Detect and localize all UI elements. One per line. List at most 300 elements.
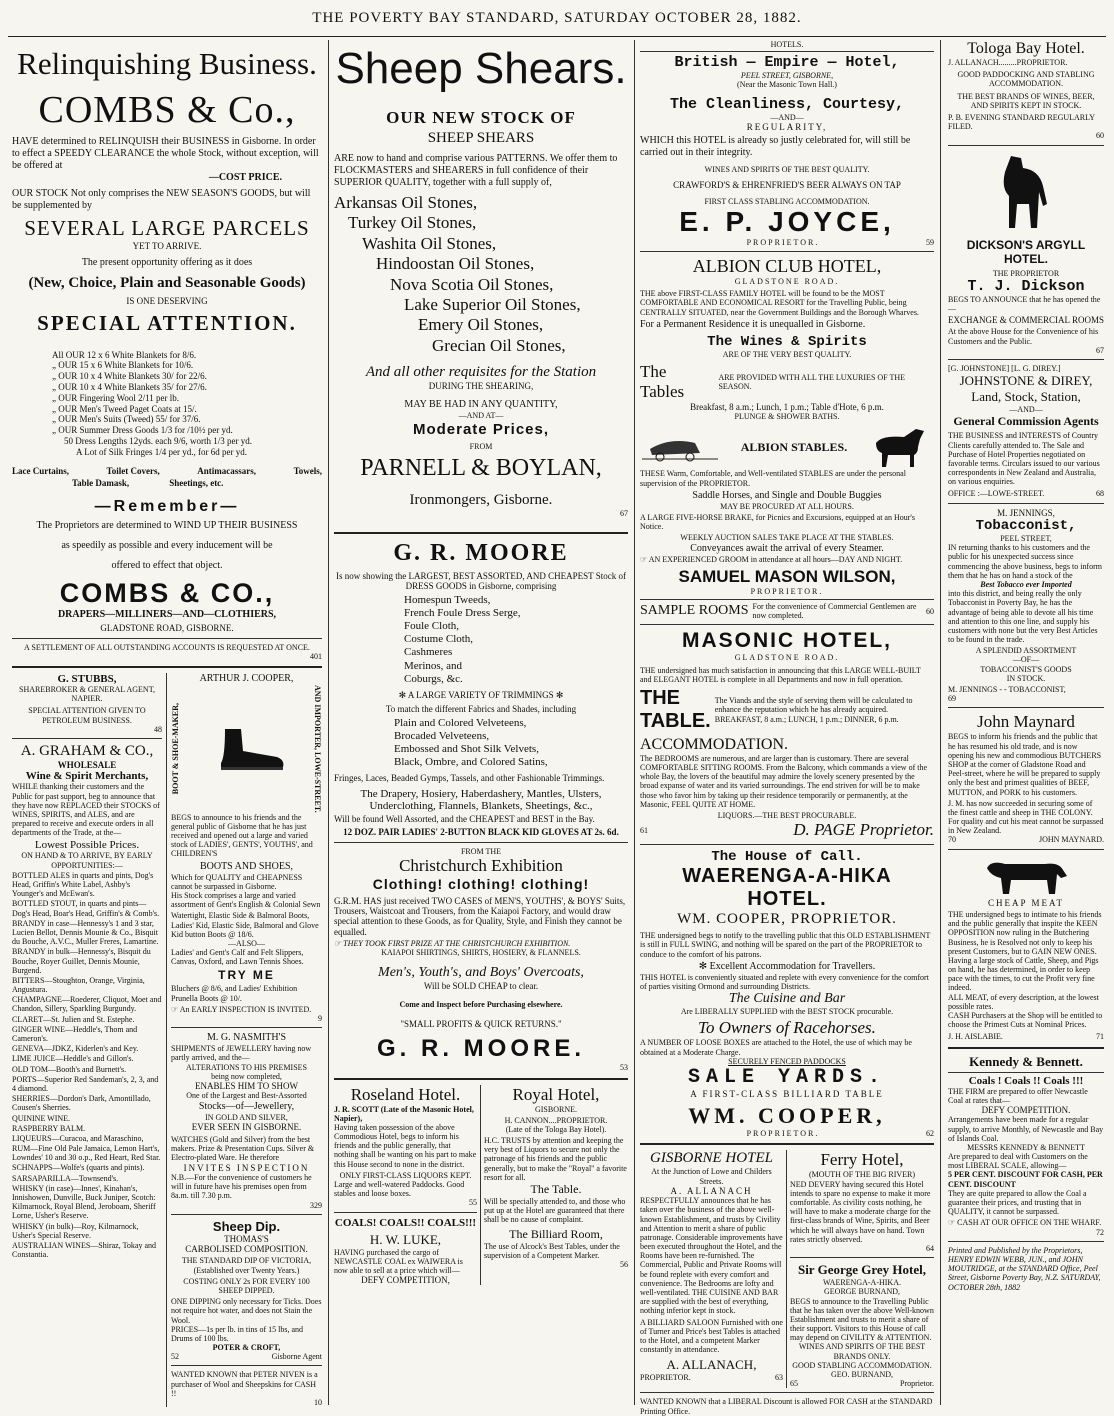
tobacconist: Tobacconist, — [975, 518, 1077, 534]
lowest-prices: Lowest Possible Prices. — [34, 839, 140, 852]
ad-number: 71 — [1096, 1032, 1104, 1042]
pointing-hand-icon: ☞ — [640, 554, 649, 564]
pointing-hand-icon: ☞ — [334, 939, 344, 949]
billiard-text: The use of Alcock's Best Tables, under the supervision of a Competent Marker. — [484, 1241, 620, 1260]
ad-number: 9 — [318, 1014, 322, 1024]
exhibition: Christchurch Exhibition — [399, 855, 563, 875]
list-item: RUM—Fine Old Pale Jamaica, Lemon Hart's, Lowndes' 10 and 30 o.p., Red Heart, Red Star. — [12, 1144, 161, 1163]
ad-number: 64 — [926, 1243, 934, 1253]
inspection — [171, 1005, 322, 1014]
allanach2: A. ALLANACH, — [666, 1357, 757, 1373]
list-item: BOTTLED ALES in quarts and pints, Dog's Head, Griffin's White Label, Ashby's Younger's and McEwan's. — [12, 870, 154, 899]
boot-row — [171, 685, 322, 813]
proprietor: Proprietor. — [900, 1379, 934, 1389]
intro-text: HAVE determined to RELINQUISH their BUSINESS in Gisborne. In order to effect a SPEEDY CLEARANCE the whole Stock, without exception, will be offered at — [12, 136, 319, 171]
goods-line — [72, 478, 322, 488]
velvet-list — [334, 717, 628, 770]
poter: POTER & CROFT, — [212, 1343, 281, 1353]
liberally: Are LIBERALLY SUPPLIED with the BEST STOCK procurable. — [680, 1007, 894, 1017]
list-item: Plain and Colored Velveteens, — [394, 716, 527, 729]
ad-number: 401 — [310, 651, 322, 661]
wilson: SAMUEL MASON WILSON, — [678, 566, 896, 586]
imprint: Printed and Published by the Proprietors, HENRY EDWIN WEBB, JUN., and JOHN MOUTRIDGE, at the STANDARD Office, Peel Street, Gisborne Poverty Bay, N.Z. SATURDAY, OCTOBER 28th, 1882 — [948, 1245, 1101, 1292]
junction: At the Junction of Lowe and Childers Streets. — [651, 1167, 772, 1186]
the-table: The Table. — [530, 1182, 582, 1196]
list-item: Lake Superior Oil Stones, — [404, 294, 581, 314]
office-row — [948, 489, 1104, 498]
cuisine: The Cuisine and Bar — [728, 991, 846, 1007]
best-tobacco: Best Tobacco ever Imported — [980, 579, 1072, 589]
list-item: Brocaded Velveteens, — [394, 729, 490, 742]
may-be-procured: MAY BE PROCURED AT ALL HOURS. — [720, 501, 854, 511]
grm-text: G.R.M. HAS just received TWO CASES of MEN'S, YOUTHS', & BOYS' Suits, Trousers, Waistcoat and Trousers, from the Kaiapoi Factory, and would draw special attention to these Goods, as for Quality, Style, and Finish they cannot be equalled. — [334, 895, 626, 937]
proprietor: PROPRIETOR. — [640, 1373, 691, 1383]
bull-icon — [991, 152, 1061, 232]
regularity: REGULARITY, — [746, 121, 828, 132]
sheep-dip: Sheep Dip. — [212, 1218, 281, 1234]
ironmongers: Ironmongers, Gisborne. — [409, 491, 553, 508]
conveniently: THIS HOTEL is conveniently situated and replete with every convenience for the comfort of parties visiting Ormond and surrounding Districts. — [640, 972, 929, 991]
sale-yards: SALE YARDS. — [687, 1065, 887, 1089]
roseland-ad — [334, 1085, 481, 1286]
gold-silver: IN GOLD AND SILVER, — [205, 1112, 288, 1122]
horse-icon — [868, 425, 934, 469]
cash: CASH Purchasers at the Shop will be entitled to choose the Primest Cuts at Nominal Prices. — [948, 1011, 1103, 1030]
grey-text: BEGS to announce to the Travelling Public that he has taken over the above Well-known Establishment and trusts to merit a share of their support. Visitors to this House of call may depend on CIVILITY & ATTENTION. — [790, 1296, 934, 1343]
best-brands: THE BEST BRANDS OF WINES, BEER, AND SPIRITS KEPT IN STOCK. — [957, 91, 1095, 110]
dip-prices: PRICES—1s per lb. in tins of 15 lbs, and Drums of 100 lbs. — [171, 1324, 304, 1343]
cleanliness: The Cleanliness, Courtesy, — [669, 95, 905, 113]
luke-text: HAVING purchased the cargo of NEWCASTLE COAL ex WAIWERA is now able to sell at a price which will— — [334, 1247, 463, 1275]
good-paddocking: GOOD PADDOCKING AND STABLING ACCOMMODATION. — [957, 70, 1095, 89]
joyce: E. P. JOYCE, — [679, 205, 895, 237]
ad-number: 65 — [790, 1379, 798, 1389]
jm: J. M. has now succeeded in securing some of the finest cattle and sheep in THE COLONY. For quality and cut his meat cannot be surpassed in New Zealand. — [948, 798, 1104, 836]
and-at: —AND AT— — [458, 411, 504, 421]
weekly: WEEKLY AUCTION SALES TAKE PLACE AT THE STABLES. — [680, 533, 894, 543]
royal-ad — [481, 1085, 628, 1286]
tables-text: ARE PROVIDED WITH ALL THE LUXURIES OF THE SEASON. — [718, 372, 906, 391]
goods-item: Toilet Covers, — [106, 465, 160, 476]
goods-item: Antimacassars, — [197, 465, 257, 476]
crawfords: CRAWFORD'S & EHRENFRIED'S BEER ALWAYS ON TAP — [673, 180, 901, 191]
cooper-text: BEGS to announce to his friends and the general public of Gisborne that he has just received and opened out a large and varied stock of LADIES', GENTS', YOUTHS', and CHILDREN'S — [171, 812, 313, 859]
gladstone-line: GLADSTONE ROAD, GISBORNE. — [100, 623, 234, 634]
table-text: The Viands and the style of serving them will be calculated to enhance the reputation which he has already acquired. BREAKFAST, 8 a.m.; LUNCH, 1 p.m.; DINNER, 6 p.m. — [714, 696, 913, 724]
graham-name: A. GRAHAM & CO., — [20, 743, 154, 759]
list-item: „ OUR 10 x 4 White Blankets 30/ for 22/6. — [52, 371, 207, 382]
page: D. PAGE Proprietor. — [793, 820, 934, 840]
poter-row — [171, 1352, 322, 1361]
ad-number: 67 — [620, 508, 628, 518]
list-item: Homespun Tweeds, — [404, 593, 491, 606]
accom-text: The BEDROOMS are numerous, and are larger than is customary. There are several COMFORTABLE SITTING ROOMS. From the Balcony, which commands a view of the whole Bay, the lovers of the beautiful may admire the lovely scenery presented by the broad expanse of water and its varied surroundings. The end striven for will be to make those who favor him by taking up their residence temporarily or permanently, at the Masonic, FEEL QUITE AT HOME. — [640, 753, 927, 809]
brake: A LARGE FIVE-HORSE BRAKE, for Picnics and Excursions, equipped at an Hour's Notice. — [640, 513, 915, 532]
cooper-side-right: AND IMPORTER, LOWE-STREET. — [313, 685, 322, 813]
johnstone: JOHNSTONE & DIREY, — [959, 373, 1093, 389]
list-item: LIQUEURS—Curacoa, and Maraschino, — [12, 1133, 144, 1143]
pointing-hand-icon: ☞ — [948, 1218, 958, 1228]
grey-wines: WINES AND SPIRITS OF THE BEST BRANDS ONLY. — [798, 1342, 926, 1361]
ad-number: 329 — [310, 1200, 322, 1210]
offered-text: offered to effect that object. — [111, 560, 223, 572]
pointing-hand-icon: ☞ — [171, 1004, 180, 1014]
stables-text: THESE Warm, Comfortable, and Well-ventilated STABLES are under the personal supervision of the PROPRIETOR. — [640, 469, 906, 488]
royal-place: GISBORNE. — [534, 1104, 577, 1114]
list-item: SARSAPARILLA—Townsend's. — [12, 1173, 119, 1183]
all-meat: ALL MEAT, of every description, at the lowest possible rates. — [948, 992, 1099, 1011]
cash-office-text: CASH AT OUR OFFICE ON THE WHARF. — [957, 1218, 1102, 1228]
first-prize-text: THEY TOOK FIRST PRIZE AT THE CHRISTCHURCH EXHIBITION. — [343, 939, 571, 949]
list-item: OLD TOM—Booth's and Burnett's. — [12, 1064, 127, 1074]
list-item: BRANDY in case—Hennessy's 1 and 3 star, Lucien Bellot, Dennis Mounie & Co., Bisquit du Bouche, A.V.C., Muller Freres, Lamartine. — [12, 918, 159, 947]
ad-number: 61 — [640, 825, 648, 835]
ad-number: 68 — [1096, 489, 1104, 499]
small-profits: "SMALL PROFITS & QUICK RETURNS." — [400, 1018, 562, 1029]
yet-to-arrive: YET TO ARRIVE. — [132, 241, 202, 251]
carriage-icon — [640, 429, 720, 465]
gisborne-text: RESPECTFULLY announces that he has taken over the business of the above well-known Establishment, and trusts by Civility and Attention to merit a share of public patronage. Considerable improvements have been executed throughout the Hotel, and the Rooms have been re-furnished. The Commercial, Public and Private Rooms will be found replete with every comfort and convenience. The Bedrooms are lofty and well-ventilated. THE CUISINE AND BAR are supplied with the best of everything, nothing inferior kept in stock. — [640, 1196, 783, 1316]
burnand: GEORGE BURNAND, — [824, 1287, 900, 1297]
one-deserving: IS ONE DESERVING — [126, 296, 208, 307]
list-item: French Foule Dress Serge, — [404, 606, 521, 619]
also: —ALSO— — [228, 938, 265, 948]
kaiapoi: KAIAPOI SHIRTINGS, SHIRTS, HOSIERY, & FLANNELS. — [381, 948, 581, 958]
dickson: T. J. Dickson — [967, 277, 1085, 295]
moore-footer: G. R. MOORE. — [376, 1035, 585, 1063]
aislabie-row — [948, 1032, 1104, 1041]
one-dipping: ONE DIPPING only necessary for Ticks. Does not require hot water, and does not Stain the Wool. — [171, 1297, 322, 1325]
scott: J. R. SCOTT (Late of the Masonic Hotel, Napier), — [334, 1104, 474, 1123]
stone-list — [334, 193, 628, 356]
list-item: CHAMPAGNE—Roederer, Cliquot, Moet and Chandon, Sillery, Sparkling Burgundy. — [12, 995, 162, 1014]
in-stock: IN STOCK. — [1006, 673, 1046, 683]
cannon: H. CANNON....PROPRIETOR. — [504, 1115, 608, 1125]
firm-name: COMBS & Co., — [38, 89, 296, 131]
burnand-row — [790, 1379, 934, 1388]
gisborne-hotel-ad — [640, 1150, 787, 1388]
wanted-known: WANTED KNOWN that PETER NIVEN is a purchaser of Wool and Sheepskins for CASH !! — [171, 1370, 318, 1398]
defy: DEFY COMPETITION, — [361, 1275, 450, 1286]
drapers-line: DRAPERS—MILLINERS—AND—CLOTHIERS, — [57, 609, 277, 621]
sample-text: For the convenience of Commercial Gentlemen are now completed. — [752, 601, 917, 621]
guarantee: They are quite prepared to allow the Coal a guarantee their prices, and trusting that in QUALITY, it cannot be surpassed. — [948, 1188, 1087, 1217]
special-attention: SPECIAL ATTENTION. — [37, 310, 297, 335]
wines-spirits: WINES AND SPIRITS OF THE BEST QUALITY. — [704, 165, 870, 175]
splendid: A SPLENDID ASSORTMENT — [975, 646, 1077, 656]
list-item: BITTERS—Stoughton, Orange, Virginia, Angustura. — [12, 975, 145, 995]
cheap-text: THE undersigned begs to intimate to his friends and the public generally that inspite the KEEN OPPOSITION now ruling in the Butchering Business, he is Resolved not only to keep his present Customers, but to GAIN NEW ONES. Having a large stock of Cattle, Sheep, and Pigs on hand, he has determined, in order to keep pace with the times, to cut the Profit very fine indeed. — [948, 909, 1102, 993]
parcels-heading: SEVERAL LARGE PARCELS — [24, 216, 310, 240]
goods-line — [12, 466, 322, 476]
mouth: (MOUTH OF THE BIG RIVER) — [808, 1170, 916, 1180]
list-item: Emery Oil Stones, — [418, 315, 544, 335]
hotels-label: HOTELS. — [770, 40, 804, 49]
dickson-text2: At the above House for the Convenience of his Customers and the Public. — [948, 327, 1099, 346]
office: OFFICE :—LOWE-STREET. — [948, 489, 1045, 499]
overcoats: Men's, Youth's, and Boys' Overcoats, — [378, 965, 584, 981]
cooper-stock: His Stock comprises a large and varied assortment of Gent's English & Colonial Sewn — [171, 890, 321, 910]
waerenga: WAERENGA-A-HIKA HOTEL. — [682, 865, 892, 911]
cooper-quality: Which for QUALITY and CHEAPNESS cannot be surpassed in Gisborne. — [171, 872, 303, 891]
goods-item: Sheetings, etc. — [169, 478, 224, 488]
joyce-row — [640, 238, 934, 247]
billiard-table: A FIRST-CLASS BILLIARD TABLE — [690, 1088, 884, 1099]
waerenga-cooper: WM. COOPER, PROPRIETOR. — [677, 911, 897, 928]
right-subcolumn — [167, 673, 322, 1407]
alterations: ALTERATIONS TO HIS PREMISES — [186, 1062, 307, 1072]
list-item: „ OUR Men's Tweed Paget Coats at 15/. — [52, 403, 197, 414]
thomas: THOMAS'S — [224, 1233, 269, 1244]
dickson-text: BEGS TO ANNOUNCE that he has opened the— — [948, 294, 1101, 313]
list-item: AUSTRALIAN WINES—Shiraz, Tokay and Constantia. — [12, 1240, 157, 1260]
wanted: WANTED KNOWN that a LIBERAL Discount is allowed FOR CASH at the STANDARD Printing Office. — [640, 1397, 933, 1416]
messrs: MESSRS KENNEDY & BENNETT — [967, 1142, 1085, 1152]
left-subcolumn — [12, 673, 167, 1407]
cooper-felt: Ladies' and Gent's Calf and Felt Slippers, Canvas, Oxford, and Lawn Tennis Shoes. — [171, 948, 304, 967]
carbolised: CARBOLISED COMPOSITION. — [185, 1244, 308, 1255]
pb: P. B. EVENING STANDARD REGULARLY FILED. — [948, 112, 1095, 132]
accommodation: ACCOMMODATION. — [640, 735, 789, 753]
waerenga-text: THE undersigned begs to notify to the travelling public that this OLD ESTABLISHMENT is still in FULL SWING, and nothing will be spared on the part of the PROPRIETOR to conduce to the comfort of his patrons. — [640, 931, 931, 959]
first-class-stabling: FIRST CLASS STABLING ACCOMMODATION. — [704, 196, 870, 206]
ad-title: Sheep Shears. — [335, 44, 627, 93]
first-prize — [334, 939, 628, 948]
column-3 — [636, 40, 938, 1416]
come-inspect: Come and Inspect before Purchasing elsewhere. — [399, 999, 563, 1009]
allanach: J. ALLANACH.........PROPRIETOR. — [948, 58, 1068, 67]
kennedy-text: THE FIRM are prepared to offer Newcastle Coal at rates that— — [948, 1086, 1088, 1105]
ad-number: 72 — [1096, 1227, 1104, 1237]
saddle: Saddle Horses, and Single and Double Buggies — [692, 489, 882, 501]
cooper-side-left: BOOT & SHOE-MAKER, — [171, 703, 180, 795]
list-item: LIME JUICE—Heddle's and Gillon's. — [12, 1054, 134, 1064]
roseland-text: Having taken possession of the above Commodious Hotel, begs to inform his friends and the public generally, that nothing shall be wanting on his part to make this House second to none in the district. — [334, 1122, 477, 1169]
new-choice: (New, Choice, Plain and Seasonable Goods) — [28, 275, 306, 292]
defy: DEFY COMPETITION. — [981, 1104, 1071, 1115]
nasmith-name: M. G. NASMITH'S — [206, 1032, 287, 1044]
list-item: Black, Ombre, and Colored Satins, — [394, 756, 548, 769]
coals: Coals ! Coals !! Coals !!! — [968, 1074, 1084, 1087]
sheep-shears: SHEEP SHEARS — [427, 130, 535, 146]
cooper-row — [640, 1129, 934, 1138]
nasmith-text: SHIPMENTS of JEWELLERY having now partly arrived, and the— — [171, 1044, 312, 1063]
gisborne-hotel: GISBORNE HOTEL — [650, 1150, 773, 1167]
boot-icon — [207, 727, 287, 771]
fenced: SECURELY FENCED PADDOCKS — [728, 1056, 846, 1066]
allanach-row — [640, 1373, 783, 1382]
list-item: SCHNAPPS—Wolfe's (quarts and pints). — [12, 1163, 145, 1173]
sold-cheap: Will be SOLD CHEAP to clear. — [423, 981, 539, 992]
stables-header — [640, 425, 934, 469]
stubbs-line: SHAREBROKER & GENERAL AGENT, NAPIER. — [19, 685, 155, 704]
lower-split — [640, 1150, 934, 1388]
masonic: MASONIC HOTEL, — [682, 629, 892, 653]
may-be-had: MAY BE HAD IN ANY QUANTITY, — [404, 399, 558, 411]
the-table: THE TABLE. — [640, 686, 711, 732]
hotel-split — [334, 1085, 628, 1286]
fringes: Fringes, Laces, Beaded Gymps, Tassels, and other Fashionable Trimmings. — [334, 773, 605, 784]
only-first: ONLY FIRST-CLASS LIQUORS KEPT. — [339, 1170, 472, 1180]
goods-item: Lace Curtains, — [12, 465, 69, 476]
list-item: Arkansas Oil Stones, — [334, 193, 478, 212]
moore-intro: Is now showing the LARGEST, BEST ASSORTED, AND CHEAPEST Stock of DRESS GOODS in Gisborne, comprising — [336, 571, 626, 592]
cooper-items: Watertight, Elastic Side & Balmoral Boots, Ladies' Kid, Elastic Side, Balmoral and Glove Kid button Boots @ 18/6. — [171, 911, 319, 939]
list-item: „ OUR Summer Dress Goods 1/3 for /10½ per yd. — [52, 425, 233, 436]
our-stock: OUR STOCK Not only comprises the NEW SEASON'S GOODS, but will be supplemented by — [12, 188, 311, 211]
albion-text: THE above FIRST-CLASS FAMILY HOTEL will be found to be the MOST COMFORTABLE AND ECONOMICAL RESORT for the Travelling Public, being CENTRALLY SITUATED, near the Government Buildings and the Borough Wharves. — [640, 289, 919, 317]
wine-merchants: Wine & Spirit Merchants, — [25, 770, 149, 783]
drapery: The Drapery, Hosiery, Haberdashery, Mantles, Ulsters, Underclothing, Flannels, Blankets, Sheetings, &c., — [360, 787, 602, 812]
moderate-prices: Moderate Prices, — [412, 420, 550, 438]
masonic-road: GLADSTONE ROAD. — [734, 653, 840, 663]
roseland: Roseland Hotel. — [350, 1084, 461, 1104]
albion: ALBION CLUB HOTEL, — [692, 256, 882, 276]
british-empire: British — Empire — Hotel, — [674, 54, 900, 72]
maynard: John Maynard — [977, 712, 1075, 732]
gloves: 12 DOZ. PAIR LADIES' 2-BUTTON BLACK KID GLOVES AT 2s. 6d. — [343, 827, 619, 838]
sample-row — [640, 599, 934, 620]
list-item: Turkey Oil Stones, — [348, 213, 477, 233]
ad-number: 52 — [171, 1352, 179, 1362]
ad-number: 10 — [314, 1398, 322, 1407]
jennings: M. JENNINGS, — [997, 507, 1055, 518]
on-hand: ON HAND & TO ARRIVE, BY EARLY OPPORTUNITIES:— — [21, 851, 153, 870]
column-divider — [940, 40, 941, 1405]
column-4 — [944, 40, 1108, 1405]
hc-text: H.C. TRUSTS by attention and keeping the very best of Liquors to secure not only the patronage of his friends and the public generally, but to make the "Royal" a favorite resort for all. — [484, 1136, 627, 1182]
from: FROM — [469, 441, 493, 451]
burnand2: GEO. BURNAND, — [831, 1370, 893, 1379]
list-item: „ OUR Fingering Wool 2/11 per lb. — [52, 392, 180, 403]
luke: H. W. LUKE, — [369, 1231, 442, 1247]
land: Land, Stock, Station, — [971, 389, 1081, 405]
peel-street: PEEL STREET, — [1000, 534, 1052, 543]
masonic-text: THE undersigned has much satisfaction in announcing that this LARGE WELL-BUILT and ELEGANT HOTEL is complete in all Departments and now in full operation. — [640, 665, 921, 684]
which-hotel: WHICH this HOTEL is already so justly celebrated for, will still be carried out in their integrity. — [640, 135, 911, 159]
grey-stabling: GOOD STABLING ACCOMMODATION. — [792, 1360, 932, 1370]
list-item: GINGER WINE—Heddle's, Thom and Cameron's. — [12, 1024, 138, 1044]
list-item: PORTS—Superior Red Sandeman's, 2, 3, and 4 diamond. — [12, 1074, 159, 1093]
graham-text: WHILE thanking their customers and the Public for past support, beg to announce that they have now REPLACED their STOCKS of WINES, SPIRITS, and ALES, and are prepared to receive and execute orders in all departments of the Trade, at the— — [12, 782, 160, 838]
ad-number: 60 — [1096, 131, 1104, 141]
remember-heading: —Remember— — [94, 498, 240, 516]
list-item: „ OUR 10 x 4 White Blankets 35/ for 27/6. — [52, 382, 207, 393]
maynard-text: BEGS to inform his friends and the public that he has resumed his old trade, and is now opening his new and commodious BUTCHERS SHOP at the corner of Gladstone Road and Peel-street, where he will be prepared to supply only the best and primest qualities of BEEF, MUTTON, and PORK to his customers. — [948, 732, 1102, 797]
the-proprietor: THE PROPRIETOR — [992, 268, 1060, 278]
accom-row — [640, 736, 934, 754]
stubbs-special: SPECIAL ATTENTION GIVEN TO PETROLEUM BUSINESS. — [28, 706, 146, 725]
cooper-name: ARTHUR J. COOPER, — [199, 673, 294, 685]
all-other: And all other requisites for the Station — [365, 364, 597, 381]
ad-number: 67 — [1096, 345, 1104, 355]
ad-number: 53 — [620, 1063, 628, 1073]
list-item: Nova Scotia Oil Stones, — [390, 274, 554, 294]
list-item: WHISKY (in case)—Innes', Kinahan's, Innishowen, Dunville, Buck Juniper, Scotch: Kilmarnock, Royal Blend, Jeroboam, Sheriff Lorne, Usher's Reserve. — [12, 1183, 156, 1221]
ad-title: Relinquishing Business. — [17, 46, 317, 81]
list-item: RASPBERRY BALM. — [12, 1123, 86, 1133]
kennedy: Kennedy & Bennett. — [969, 1053, 1083, 1069]
tables: The Tables — [640, 361, 685, 401]
standard-dip: THE STANDARD DIP OF VICTORIA, — [181, 1256, 312, 1266]
masthead-rule — [8, 36, 1106, 37]
list-item: Costume Cloth, — [404, 633, 474, 646]
column-2 — [330, 40, 632, 1405]
cash-office — [948, 1218, 1104, 1227]
list-item: Coburgs, &c. — [404, 672, 463, 685]
cow-icon — [981, 854, 1071, 896]
list-item: BOTTLED STOUT, in quarts and pints—Dog's Head, Boar's Head, Griffin's & Comb's. — [12, 899, 160, 918]
ad-number: 55 — [469, 1198, 477, 1208]
list-item: „ OUR 15 x 6 White Blankets for 10/6. — [52, 360, 194, 371]
large-variety: ✻ A LARGE VARIETY OF TRIMMINGS ✻ — [398, 690, 564, 701]
page-row — [640, 820, 934, 840]
list-item: GENEVA—JDKZ, Kiderlen's and Key. — [12, 1044, 139, 1054]
ad-number: 69 — [948, 694, 956, 704]
dickson-hotel: DICKSON'S ARGYLL HOTEL. — [966, 237, 1086, 266]
list-item: 50 Dress Lengths 12yds. each 9/6, worth 1/3 per yd. — [64, 436, 252, 447]
maynard-row — [948, 835, 1104, 844]
during: DURING THE SHEARING, — [428, 381, 534, 392]
table-text: Will be specially attended to, and those who put up at the Hotel are guaranteed that there shall be no cause of complaint. — [484, 1197, 626, 1225]
ad-number: 70 — [948, 835, 956, 845]
billiard-saloon: A BILLIARD SALOON Furnished with one of Turner and Price's best Tables is attached to the Hotel, and a competent Marker constantly in attendance. — [640, 1317, 783, 1355]
of: —OF— — [1012, 655, 1040, 665]
jennings2: M. JENNINGS - - TOBACCONIST, — [948, 685, 1066, 694]
enables: ENABLES HIM TO SHOW — [195, 1080, 298, 1091]
ad-number: 62 — [925, 1129, 934, 1139]
wines-spirits-heading: The Wines & Spirits — [707, 333, 867, 350]
peel-street: PEEL STREET, GISBORNE, — [740, 71, 834, 81]
list-item: All OUR 12 x 6 White Blankets for 8/6. — [52, 349, 197, 360]
groom-text: AN EXPERIENCED GROOM in attendance at all hours—DAY AND NIGHT. — [648, 554, 903, 564]
cheap-meat: CHEAP MEAT — [988, 897, 1064, 908]
cooper2: WM. COOPER, — [688, 1103, 886, 1129]
proprietors-text: The Proprietors are determined to WIND UP THEIR BUSINESS — [36, 520, 298, 532]
stubbs-name: G. STUBBS, — [57, 673, 117, 686]
ad-number: 63 — [775, 1373, 783, 1383]
groom — [640, 555, 934, 564]
to-match: To match the different Fabrics and Shades, including — [385, 704, 577, 715]
clothing: Clothing! clothing! clothing! — [372, 875, 590, 892]
johnstone-names: [G. JOHNSTONE] [L. G. DIREY.] — [948, 363, 1061, 373]
speedily-text: as speedily as possible and every inducement will be — [61, 540, 273, 552]
well-assorted: Will be found Well Assorted, and the CHEAPEST and BEST in the Bay. — [334, 813, 595, 824]
aislabie: J. H. AISLABIE. — [948, 1032, 1003, 1042]
discount: 5 PER CENT. DISCOUNT FOR CASH, PER CENT. DISCOUNT — [948, 1170, 1103, 1189]
grey: Sir George Grey Hotel, — [797, 1262, 927, 1278]
and: —AND— — [770, 112, 804, 122]
jennings-text2: into this district, and being really the only Tobacconist in Poverty Bay, he has the advantage of being able to devote all his time and attention to this one line, and supply his customers with none but the very Best Articles to be found in the trade. — [948, 589, 1098, 645]
tologa: Tologa Bay Hotel. — [967, 40, 1085, 57]
wholesale: WHOLESALE — [57, 760, 117, 770]
settlement-notice: A SETTLEMENT OF ALL OUTSTANDING ACCOUNTS IS REQUESTED AT ONCE. — [24, 642, 310, 652]
bluchers: Bluchers @ 8/6, and Ladies' Exhibition Prunella Boots @ 10/. — [171, 984, 298, 1003]
fabric-list — [334, 594, 628, 686]
liquors: LIQUORS.—THE BEST PROCURABLE. — [717, 811, 857, 821]
exchange: EXCHANGE & COMMERCIAL ROOMS — [948, 315, 1104, 326]
list-item: Merinos, and — [404, 659, 463, 672]
jennings-text: IN returning thanks to his customers and the public for his unexpected success since commencing the above business, begs to inform them that he has on hand a stock of the — [948, 543, 1102, 580]
list-item: Embossed and Shot Silk Velvets, — [394, 743, 539, 756]
shears-intro: ARE now to hand and comprise various PATTERNS. We offer them to FLOCKMASTERS and SHEARERS in full confidence of their SUPERIOR QUALITY, together with a full supply of, — [334, 153, 618, 188]
johnstone-text: THE BUSINESS and INTERESTS of Country Clients carefully attended to. The Sale and Purchase of Hotel Properties negotiated on favorable terms. Circulars issued to our various correspondents in New Zealand and Australia, on various enquiries. — [948, 431, 1100, 487]
list-item: Washita Oil Stones, — [362, 233, 497, 253]
moore-heading: G. R. MOORE — [393, 540, 569, 567]
wine-list — [12, 871, 162, 1260]
our-new-stock: OUR NEW STOCK OF — [386, 108, 576, 127]
proprietor: PROPRIETOR. — [750, 586, 824, 596]
